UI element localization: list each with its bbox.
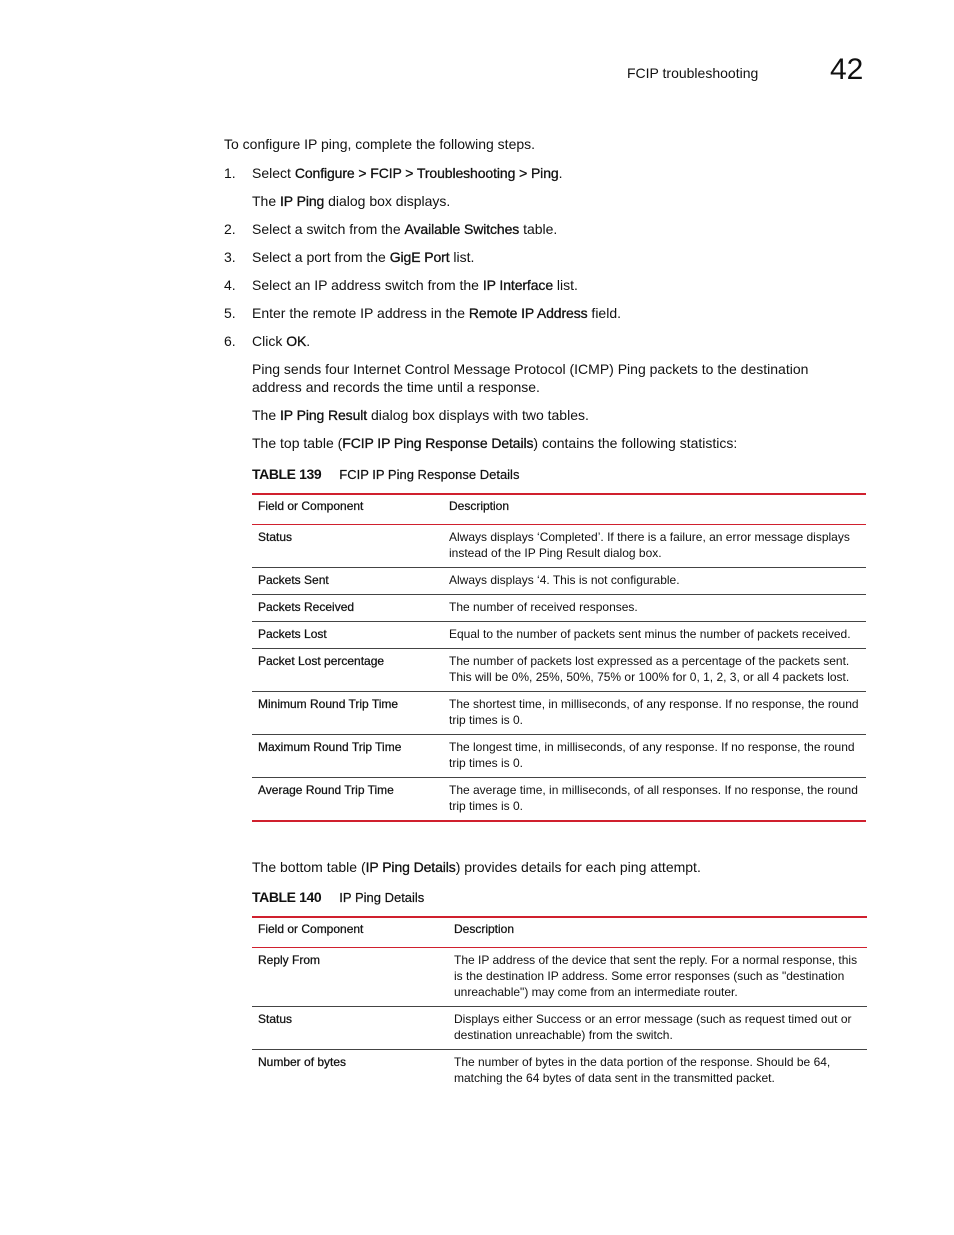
menu-path: Configure > FCIP > Troubleshooting > Ping: [294, 165, 559, 181]
step-text: list.: [553, 277, 578, 293]
step-text: .: [306, 333, 311, 349]
para-text: The top table (: [252, 435, 343, 451]
field-cell: Status: [252, 525, 443, 568]
table-title: FCIP IP Ping Response Details: [339, 467, 520, 482]
table-row: [252, 948, 867, 1007]
chapter-number: 42: [830, 53, 864, 86]
field-cell: Maximum Round Trip Time: [252, 735, 443, 778]
table-label: TABLE 140: [252, 889, 322, 905]
table-row: [252, 649, 866, 692]
column-header: Description: [443, 494, 866, 525]
step-text: list.: [449, 249, 475, 265]
bottom-table-paragraph: [252, 858, 852, 876]
table-row: [252, 595, 866, 622]
table-row: [252, 622, 866, 649]
step-number: 2.: [224, 221, 236, 237]
para-text: The bottom table (: [252, 859, 366, 875]
para-text: The: [252, 407, 281, 423]
description-cell: The longest time, in milliseconds, of any response. If no response, the round trip times is 0.: [443, 735, 866, 778]
column-header: Field or Component: [252, 494, 443, 525]
field-cell: Minimum Round Trip Time: [252, 692, 443, 735]
description-cell: Equal to the number of packets sent minus the number of packets received.: [443, 622, 866, 649]
table-140-caption: [252, 889, 424, 905]
description-cell: Displays either Success or an error message (such as request timed out or destination unreachable) from the switch.: [448, 1007, 867, 1050]
step-text: .: [558, 165, 563, 181]
ui-term: OK: [286, 333, 307, 349]
step-1: [224, 164, 854, 182]
table-row: [252, 1050, 867, 1093]
ui-term: IP Ping: [280, 193, 325, 209]
para-text: ) provides details for each ping attempt.: [455, 859, 701, 875]
description-cell: The shortest time, in milliseconds, of any response. If no response, the round trip times is 0.: [443, 692, 866, 735]
field-cell: Status: [252, 1007, 448, 1050]
para-text: dialog box displays with two tables.: [367, 407, 589, 423]
table-row: [252, 568, 866, 595]
step-3: [224, 248, 854, 266]
step-text: Select a port from the: [252, 249, 390, 265]
table-row: [252, 778, 866, 822]
note-text: The: [252, 193, 281, 209]
table-row: [252, 735, 866, 778]
step1-note: [252, 192, 852, 210]
step-text: Enter the remote IP address in the: [252, 305, 469, 321]
ui-term: IP Interface: [482, 277, 553, 293]
column-header: Description: [448, 917, 867, 948]
field-cell: Reply From: [252, 948, 448, 1007]
description-cell: Always displays ‘Completed’. If there is a failure, an error message displays instead of the IP Ping Result dialog box.: [443, 525, 866, 568]
table-header-row: [252, 494, 866, 525]
intro-text: To configure IP ping, complete the following steps.: [224, 136, 536, 152]
field-cell: Packets Received: [252, 595, 443, 622]
ui-term: Available Switches: [404, 221, 520, 237]
step-text: field.: [587, 305, 622, 321]
ping-details-table: [252, 916, 867, 1092]
description-cell: The IP address of the device that sent the reply. For a normal response, this is the destination IP address. Some error responses (such as "destination unreachable") may come from an intermediate router.: [448, 948, 867, 1007]
ui-term: FCIP IP Ping Response Details: [342, 435, 534, 451]
section-title: FCIP troubleshooting: [627, 65, 759, 81]
ui-term: IP Ping Details: [365, 859, 456, 875]
step-4: [224, 276, 854, 294]
field-cell: Packets Lost: [252, 622, 443, 649]
field-cell: Packets Sent: [252, 568, 443, 595]
step-number: 6.: [224, 333, 236, 349]
description-cell: The number of received responses.: [443, 595, 866, 622]
ui-term: Remote IP Address: [468, 305, 588, 321]
step-number: 1.: [224, 165, 236, 181]
table-row: [252, 525, 866, 568]
table-header-row: [252, 917, 867, 948]
table-label: TABLE 139: [252, 466, 322, 482]
description-cell: Always displays ‘4. This is not configurable.: [443, 568, 866, 595]
column-header: Field or Component: [252, 917, 448, 948]
field-cell: Number of bytes: [258, 1055, 347, 1069]
step-5: [224, 304, 854, 322]
para-text: ) contains the following statistics:: [533, 435, 738, 451]
field-cell: Packet Lost percentage: [252, 649, 443, 692]
result-paragraph: [252, 406, 852, 424]
description-cell: The number of packets lost expressed as a percentage of the packets sent. This will be 0%, 25%, 50%, 75% or 100% for 0, 1, 2, 3, or all 4 packets lost.: [443, 649, 866, 692]
ping-paragraph: Ping sends four Internet Control Message Protocol (ICMP) Ping packets to the destination address and records the time until a response.: [252, 361, 809, 395]
response-details-table: [252, 493, 866, 822]
step-text: table.: [519, 221, 558, 237]
table-139-caption: [252, 466, 519, 482]
ui-term: GigE Port: [389, 249, 450, 265]
step-number: 4.: [224, 277, 236, 293]
table-title: IP Ping Details: [339, 890, 425, 905]
table-row: [252, 1007, 867, 1050]
step-text: Click: [252, 333, 287, 349]
note-text: dialog box displays.: [324, 193, 451, 209]
table-row: [252, 692, 866, 735]
step-number: 5.: [224, 305, 236, 321]
step-text: Select: [252, 165, 295, 181]
description-cell: The average time, in milliseconds, of all responses. If no response, the round trip times is 0.: [443, 778, 866, 822]
step-6: [224, 332, 854, 350]
description-cell: The number of bytes in the data portion of the response. Should be 64, matching the 64 bytes of data sent in the transmitted packet.: [454, 1055, 831, 1085]
ui-term: IP Ping Result: [280, 407, 368, 423]
step-number: 3.: [224, 249, 236, 265]
step-2: [224, 220, 854, 238]
step-text: Select an IP address switch from the: [252, 277, 483, 293]
field-cell: Average Round Trip Time: [252, 778, 443, 822]
step-text: Select a switch from the: [252, 221, 405, 237]
top-table-paragraph: [252, 434, 852, 452]
